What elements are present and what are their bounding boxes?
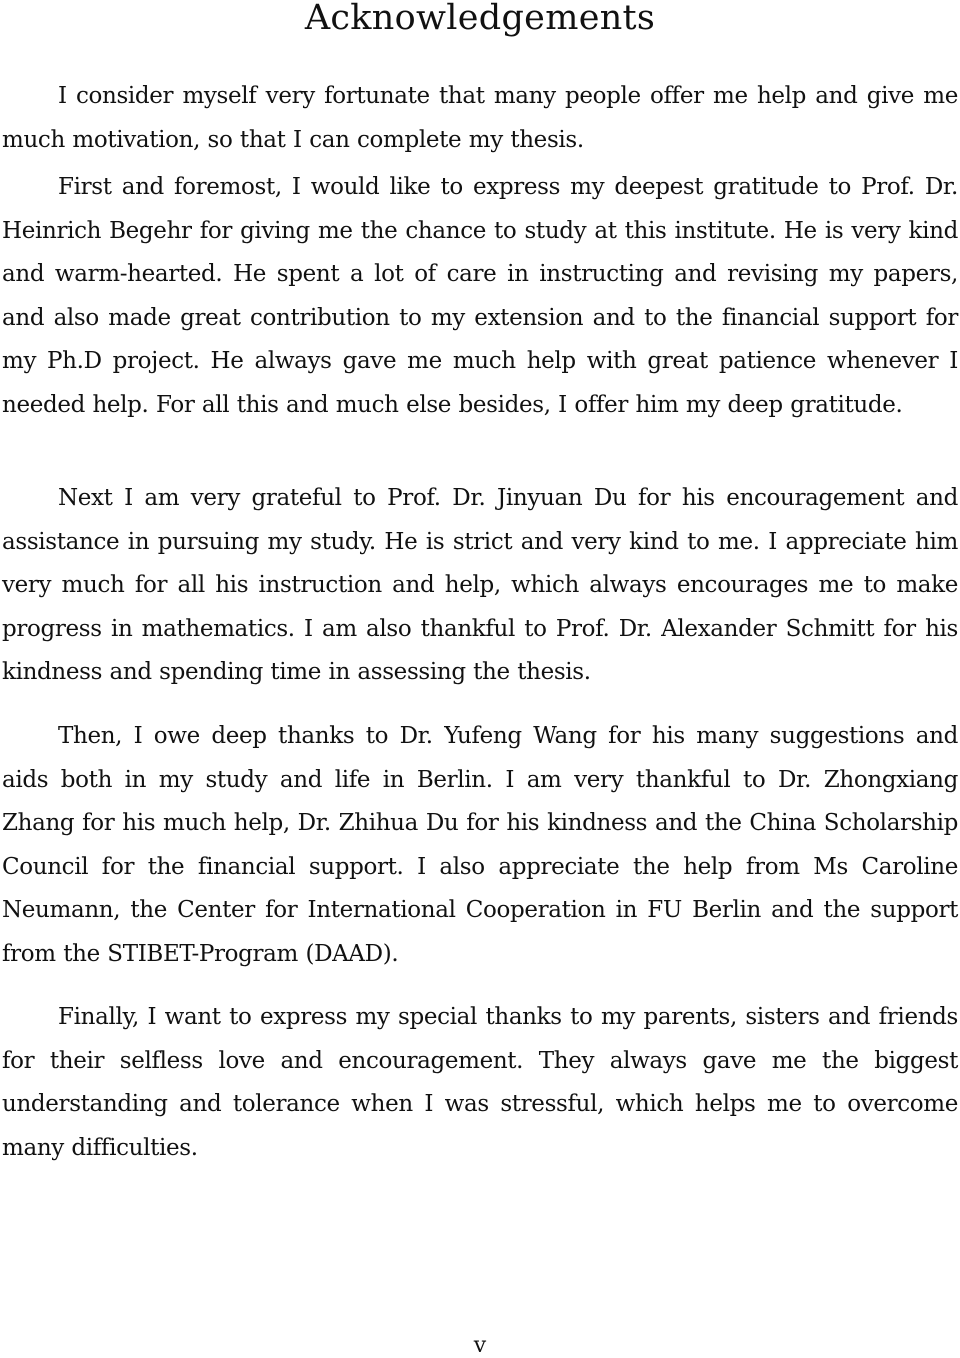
paragraph-begehr: First and foremost, I would like to express my deepest gratitude to Prof. Dr. Heinrich Begehr for giving me the chance to study at this institute. He is very kind and warm-hearted. He spent a lot of care in instructing and revising my papers, and also made great contribution to my extension and to the financial support for my Ph.D project. He always gave me much help with great patience whenever I needed help. For all this and much else besides, I offer him my deep gratitude. [2, 174, 958, 418]
paragraph-intro: I consider myself very fortunate that many people offer me help and give me much motivation, so that I can complete my thesis. [2, 83, 958, 153]
paragraph-du: Next I am very grateful to Prof. Dr. Jinyuan Du for his encouragement and assistance in pursuing my study. He is strict and very kind to me. I appreciate him very much for all his instruction and help, which always encourages me to make progress in mathematics. I am also thankful to Prof. Dr. Alexander Schmitt for his kindness and spending time in assessing the thesis. [2, 485, 958, 685]
paragraph-wang: Then, I owe deep thanks to Dr. Yufeng Wang for his many suggestions and aids both in my study and life in Berlin. I am very thankful to Dr. Zhongxiang Zhang for his much help, Dr. Zhihua Du for his kindness and the China Scholarship Council for the financial support. I also appreciate the help from Ms Caroline Neumann, the Center for International Cooperation in FU Berlin and the support from the STIBET-Program (DAAD). [2, 723, 958, 967]
page-number: v [473, 1333, 487, 1358]
page-heading: Acknowledgements [304, 0, 656, 38]
paragraph-family: Finally, I want to express my special thanks to my parents, sisters and friends for their selfless love and encouragement. They always gave me the biggest understanding and tolerance when I was stressful, which helps me to overcome many difficulties. [2, 1004, 958, 1161]
